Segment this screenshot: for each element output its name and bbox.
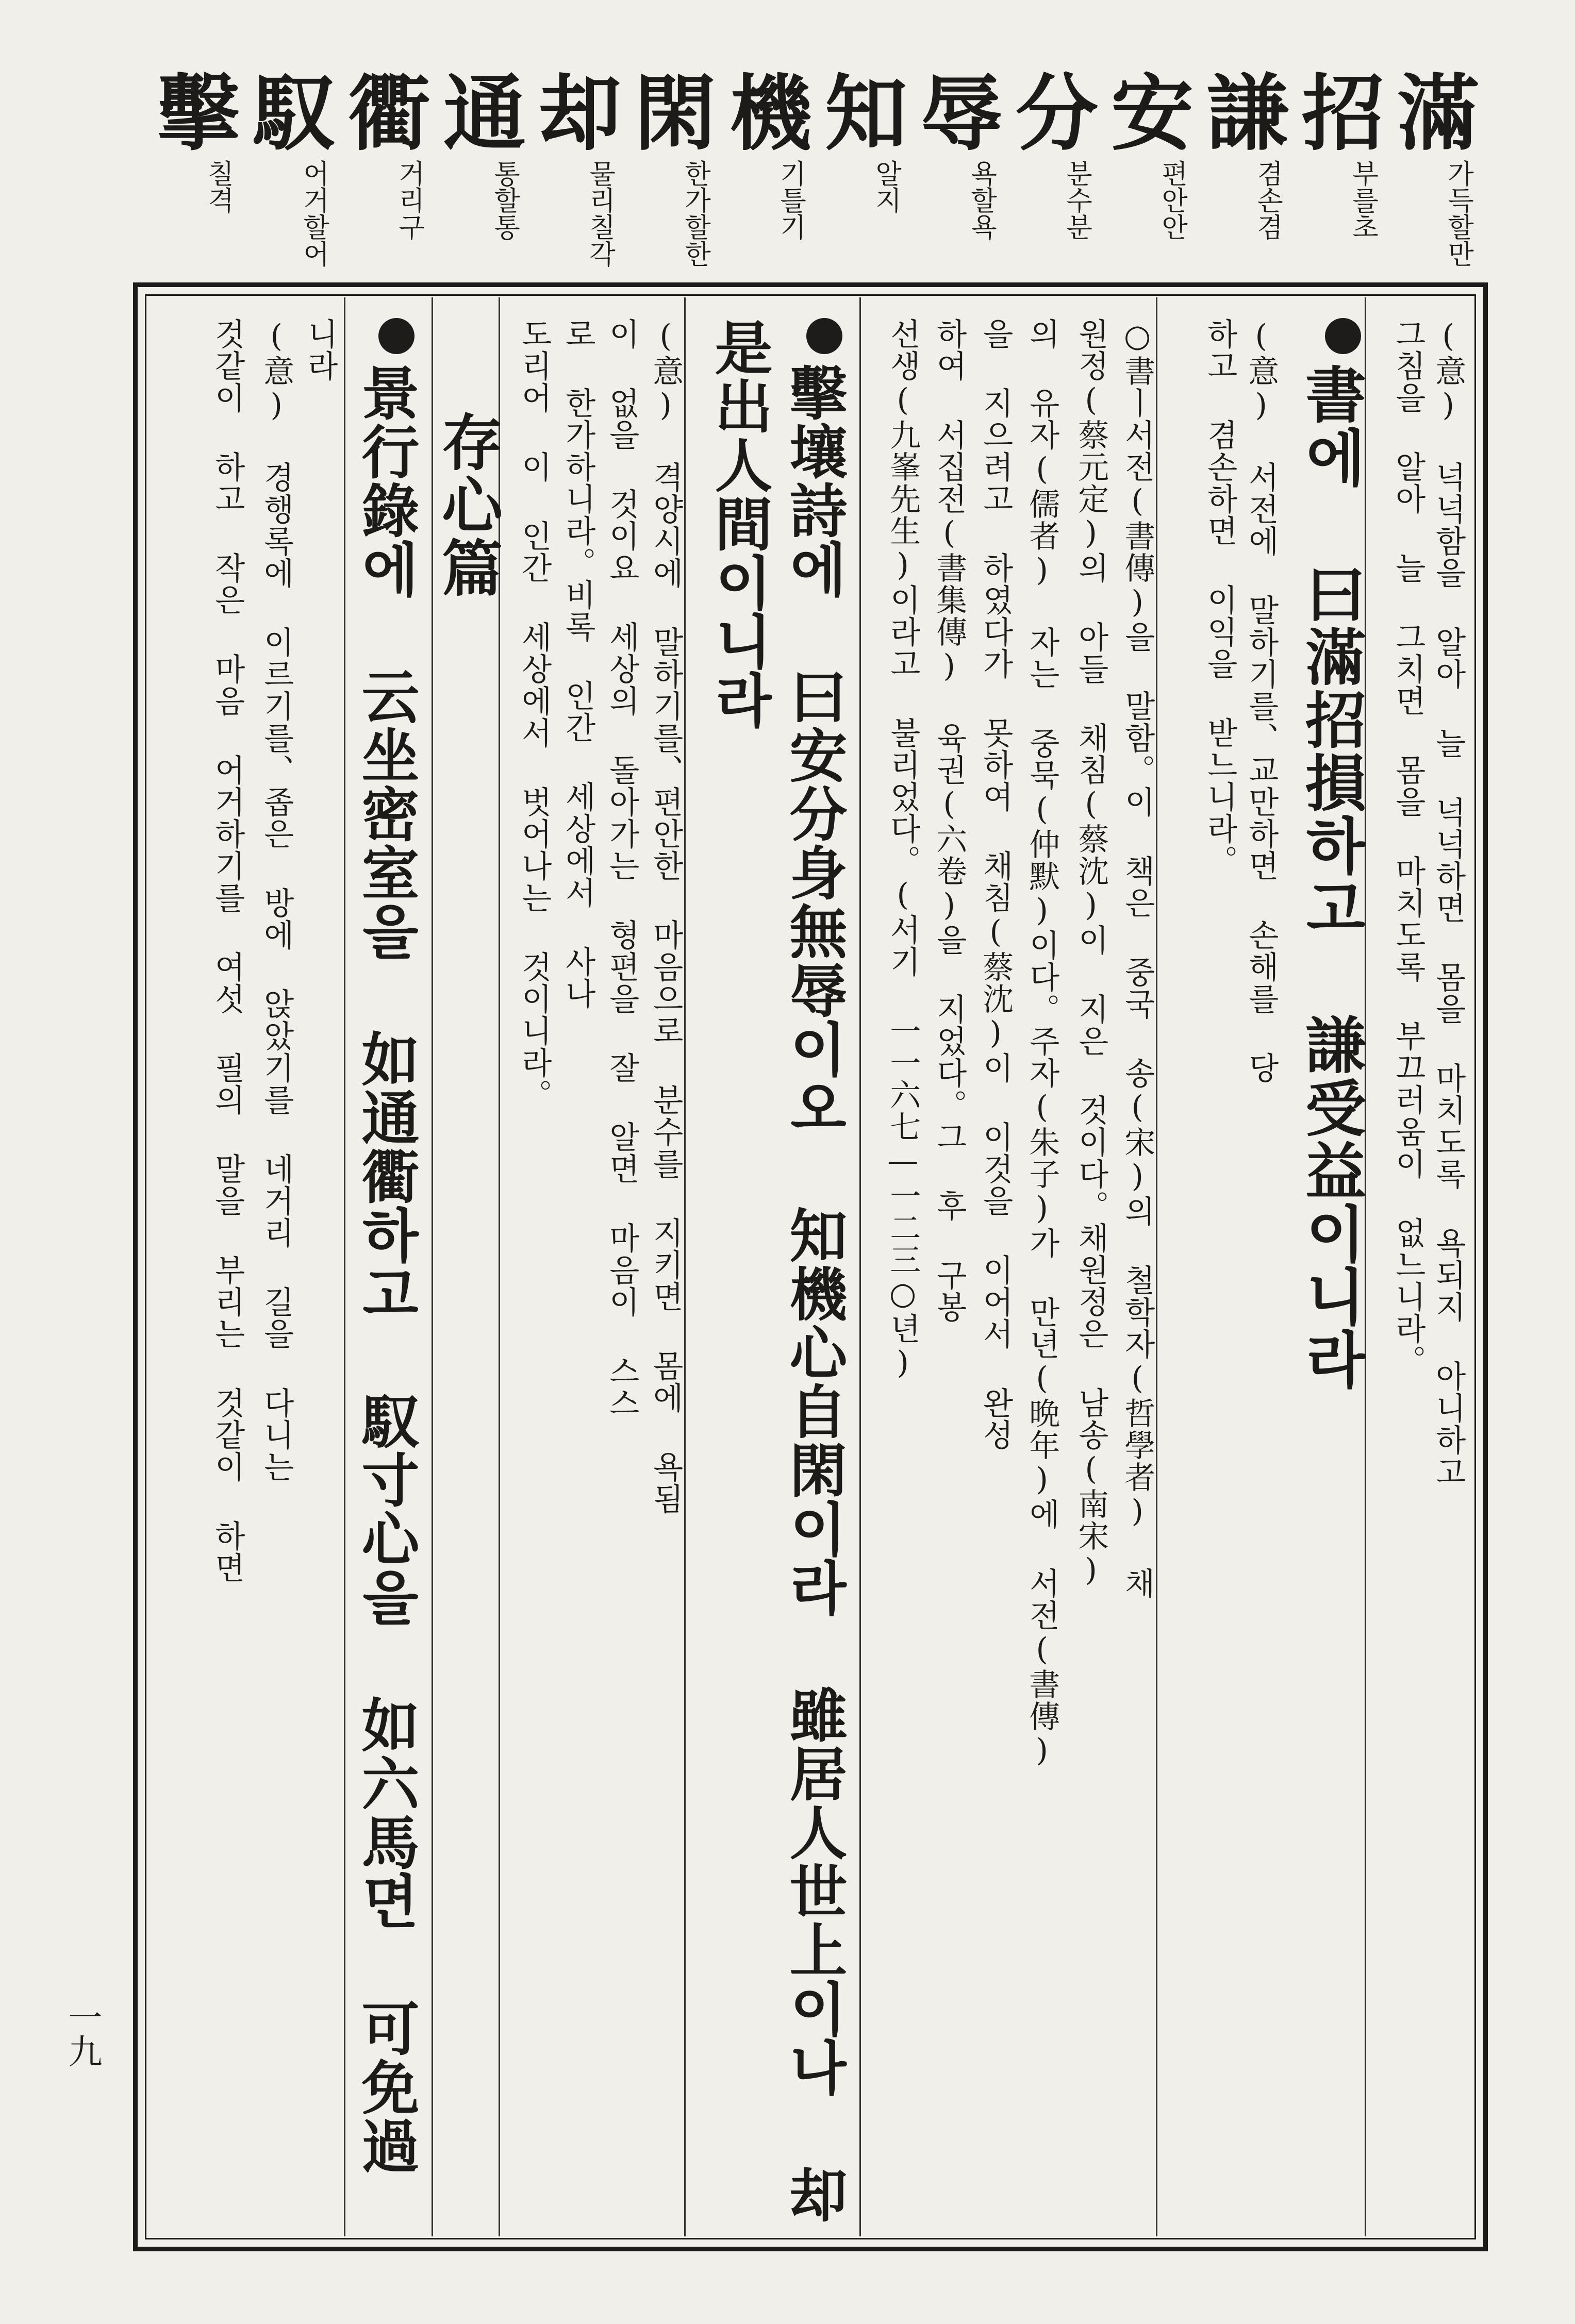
- glossary-hanja: 馭: [253, 65, 336, 162]
- column-rule: [859, 297, 861, 2236]
- glossary-entry: [518, 65, 622, 267]
- text-column: 을 지으려고 하였다가 못하여 채침(蔡沈)이 이것을 이어서 완성: [977, 318, 1014, 1451]
- glossary-entry: [1281, 65, 1385, 258]
- glossary-entry: [1090, 65, 1194, 258]
- glossary-reading: 한가할한: [679, 160, 711, 267]
- glossary-entry: [1377, 65, 1480, 267]
- column-rule: [432, 297, 433, 2236]
- text-column: 니라: [302, 318, 339, 382]
- heading-text: 擊壤詩에 曰安分身無辱이오 知機心自閑이라 雖居人世上이나 却: [780, 363, 848, 2224]
- heading-text: 書에 曰滿招損하고 謙受益이니라: [1295, 363, 1367, 1391]
- heading-column: [1295, 318, 1367, 2226]
- column-rule: [684, 297, 686, 2236]
- glossary-reading: 어거할어: [298, 160, 329, 267]
- section-marker-icon: [1325, 318, 1361, 354]
- glossary-hanja: 分: [1016, 65, 1099, 162]
- text-column: 이 없을 것이요 세상의 돌아가는 형편을 잘 알면 마음이 스스: [604, 318, 640, 1419]
- glossary-entry: [995, 65, 1099, 258]
- glossary-hanja: 通: [443, 65, 526, 162]
- heading-column: [352, 318, 420, 2226]
- glossary-reading: 가득할만: [1443, 160, 1474, 267]
- text-column: 하고 겸손하면 이익을 받느니라。: [1202, 318, 1238, 877]
- text-column: 하여 서집전(書集傳) 육권(六卷)을 지었다。그 후 구봉: [931, 318, 968, 1323]
- text-column: (意) 서전에 말하기를、교만하면 손해를 당: [1243, 318, 1280, 1084]
- glossary-reading: 물리칠각: [584, 160, 616, 267]
- heading-column: [705, 318, 773, 2226]
- text-column: 의 유자(儒者) 자는 중묵(仲默)이다。주자(朱子)가 만년(晩年)에 서전(書傳): [1024, 318, 1060, 1769]
- text-column: 도리어 이 인간 세상에서 벗어나는 것이니라。: [516, 318, 553, 1111]
- glossary-entry: [709, 65, 813, 258]
- glossary-reading: 편안안: [1156, 160, 1188, 240]
- heading-text: 景行錄에 云坐密室을 如通衢하고 馭寸心을 如六馬면 可免過: [352, 363, 420, 2175]
- glossary-hanja: 機: [730, 65, 813, 162]
- column-rule: [344, 297, 345, 2236]
- heading-column: [780, 318, 848, 2226]
- glossary-entry: [1186, 65, 1289, 258]
- glossary-hanja: 知: [825, 65, 908, 162]
- text-column: 원정(蔡元定)의 아들 채침(蔡沈)이 지은 것이다。채원정은 남송(南宋): [1073, 318, 1109, 1589]
- glossary-reading: 알지: [870, 160, 902, 213]
- section-marker-icon: [806, 318, 842, 354]
- glossary-reading: 기틀기: [775, 160, 806, 240]
- text-column: (意) 격양시에 말하기를、편안한 마음으로 분수를 지키면 몸에 욕됨: [648, 318, 684, 1515]
- heading-text: 是出人間이니라: [705, 318, 773, 729]
- glossary-entry: [614, 65, 717, 267]
- column-rule: [1156, 297, 1157, 2236]
- section-marker-icon: [378, 318, 415, 354]
- glossary-hanja: 安: [1111, 65, 1194, 162]
- glossary-hanja: 招: [1302, 65, 1385, 162]
- column-rule: [499, 297, 500, 2236]
- glossary-reading: 욕할욕: [966, 160, 997, 240]
- glossary-hanja: 閑: [634, 65, 717, 162]
- glossary-reading: 거리구: [393, 160, 425, 240]
- glossary-hanja: 謙: [1206, 65, 1289, 162]
- text-column: 그침을 알아 늘 그치면 몸을 마치도록 부끄러움이 없느니라。: [1390, 318, 1427, 1377]
- glossary-band: [139, 65, 1480, 267]
- text-column: 로 한가하니라。비록 인간 세상에서 사나: [560, 318, 596, 1010]
- glossary-hanja: 滿: [1397, 65, 1480, 162]
- glossary-hanja: 却: [539, 65, 622, 162]
- glossary-entry: [327, 65, 431, 258]
- glossary-reading: 겸손겸: [1252, 160, 1283, 240]
- text-frame: [133, 282, 1488, 2251]
- glossary-reading: 분수분: [1061, 160, 1092, 240]
- glossary-reading: 통할통: [489, 160, 520, 240]
- glossary-entry: [900, 65, 1003, 258]
- glossary-entry: [423, 65, 526, 258]
- glossary-entry: [804, 65, 908, 258]
- chapter-title: 存心篇: [432, 411, 503, 599]
- glossary-entry: [232, 65, 336, 267]
- text-column: ○書ㅣ서전(書傳)을 말함。이 책은 중국 송(宋)의 철학자(哲學者) 채: [1119, 318, 1156, 1599]
- glossary-hanja: 擊: [157, 65, 240, 162]
- glossary-reading: 칠격: [203, 160, 234, 213]
- text-column: (意) 넉넉함을 알아 늘 넉넉하면 몸을 마치도록 욕되지 아니하고: [1430, 318, 1467, 1488]
- glossary-entry: [137, 65, 240, 258]
- glossary-hanja: 衢: [348, 65, 431, 162]
- column-rule: [1365, 297, 1366, 2236]
- text-column: 것같이 하고 작은 마음 어거하기를 여섯 필의 말을 부리는 것같이 하면: [209, 318, 246, 1584]
- text-column: 선생(九峯先生)이라고 불리었다。(서기 一一六七—一二三○년): [885, 318, 921, 1382]
- glossary-hanja: 辱: [920, 65, 1003, 162]
- text-column: (意) 경행록에 이르기를、좁은 방에 앉았기를 네거리 길을 다니는: [258, 318, 295, 1483]
- glossary-reading: 부를초: [1347, 160, 1379, 240]
- page-number: 一九: [62, 2000, 102, 2068]
